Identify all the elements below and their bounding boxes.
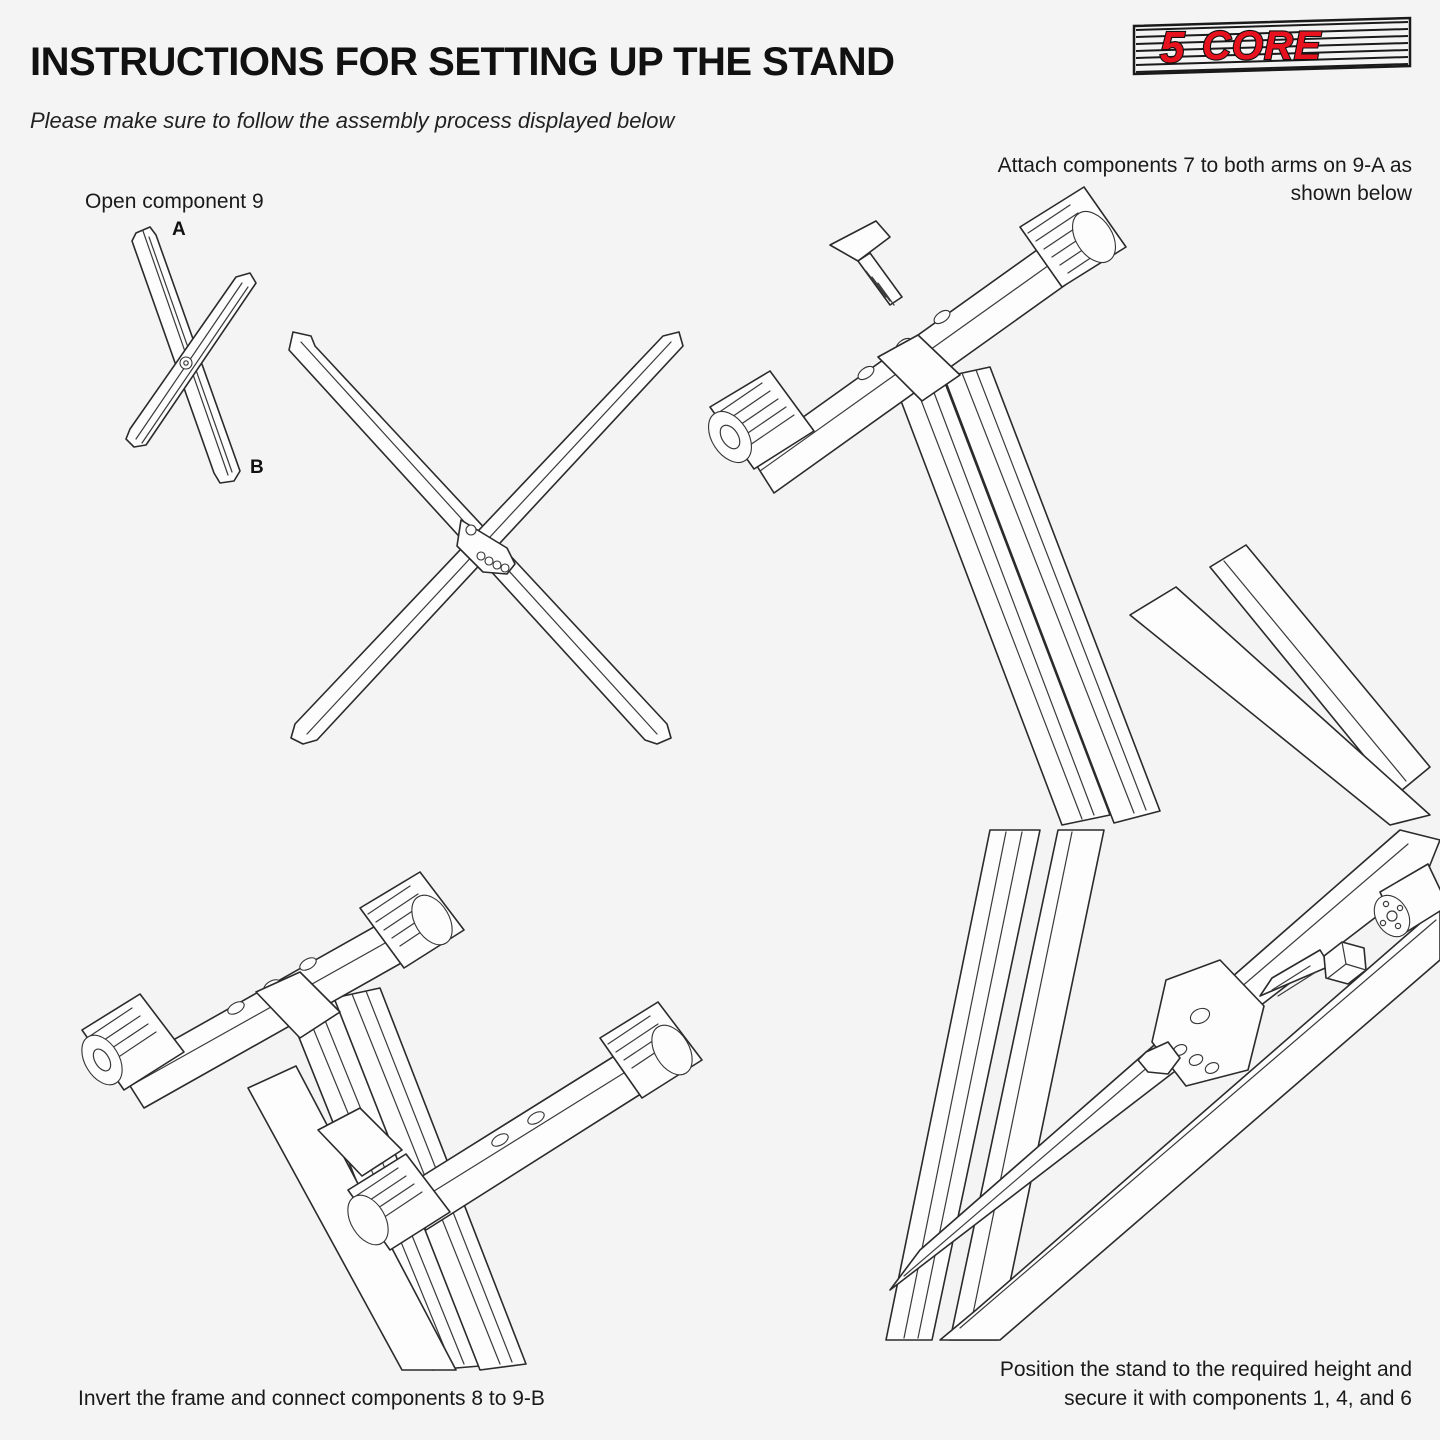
caption-open-component: Open component 9 [85, 190, 264, 213]
figure-attach-arms [690, 215, 1430, 825]
caption-attach-components: Attach components 7 to both arms on 9-A as shown below [997, 154, 1412, 206]
label-b: B [250, 457, 264, 478]
caption-invert-frame: Invert the frame and connect components 8 to 9-B [78, 1387, 545, 1410]
brand-word: CORE [1202, 24, 1322, 68]
label-a: A [172, 219, 186, 240]
figure-position-secure [880, 820, 1440, 1380]
caption-position-stand: Position the stand to the required height and secure it with components 1, 4, and 6 [999, 1358, 1412, 1411]
page-title: INSTRUCTIONS FOR SETTING UP THE STAND [30, 40, 895, 84]
page-subtitle: Please make sure to follow the assembly process displayed below [30, 108, 675, 133]
figure-invert-frame [60, 890, 720, 1370]
brand-number: 5 [1160, 23, 1185, 72]
brand-logo [1132, 14, 1412, 80]
bolt-screw [830, 221, 902, 305]
figure-open-frame [275, 320, 695, 770]
